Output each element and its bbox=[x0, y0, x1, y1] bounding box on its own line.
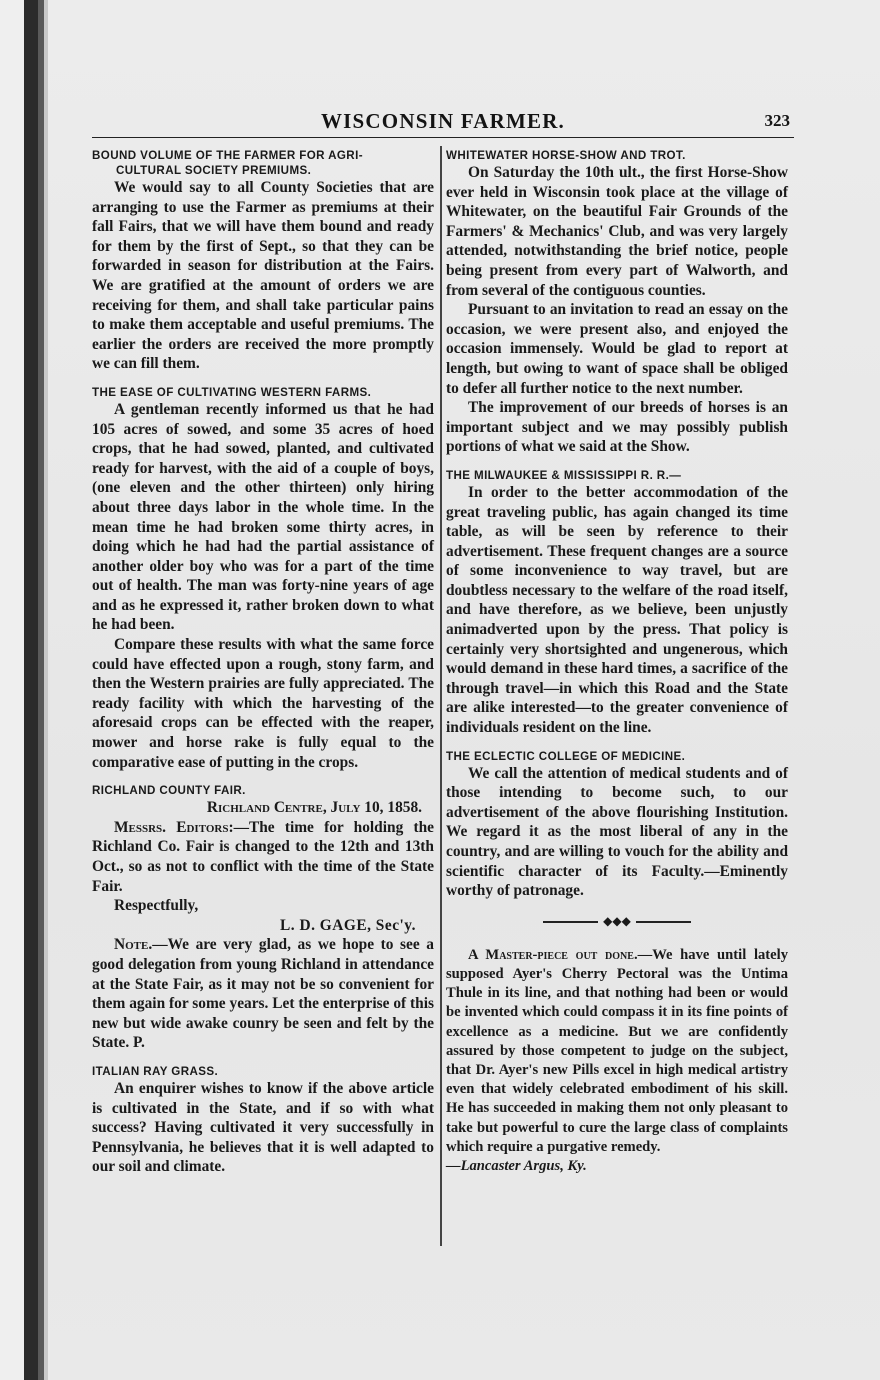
book-binding bbox=[0, 0, 48, 1380]
signoff: Respectfully, bbox=[114, 897, 199, 915]
article-heading: THE MILWAUKEE & MISSISSIPPI R. R.— bbox=[446, 468, 682, 482]
article-heading: RICHLAND COUNTY FAIR. bbox=[92, 784, 246, 798]
letter-paragraph bbox=[92, 818, 434, 896]
article-paragraph: A gentleman recently informed us that he had 105 acres of sowed, and some 35 acres of hoed crops, that he had sowed, planted, and cultivated ready for harvest, with the aid of a couple of boys, (one eleven and the other thirteen) only hiring about three days labor in the whole time. In the mean time he had broken some thirty acres, in doing which he had had the partial assistance of another older boy who was for a part of the time out of health. The man was forty-nine years of age and as he expressed it, rather broken down to what he had been. bbox=[92, 400, 434, 634]
article-paragraph: The improvement of our breeds of horses is an important subject and we may possibly publish portions of what we said at the Show. bbox=[446, 399, 788, 456]
article-paragraph: Compare these results with what the same force could have effected upon a rough, stony farm, and then the Western prairies are fully appreciated. The ready facility with which the harvesting of the aforesaid crops can be effected with the reaper, mower and horse rake is fully equal to the comparative ease of putting in the crops. bbox=[92, 636, 434, 771]
right-column bbox=[446, 148, 788, 1187]
ornament-line-left bbox=[543, 921, 598, 923]
article-horse-show bbox=[446, 148, 788, 457]
note-body: —We are very glad, as we hope to see a good delegation from young Richland in attendance at the State Fair, as it may not be so convenient for them again for some years. Let the enterprise of this new but wide awake counry be seen and felt by the State. P. bbox=[92, 936, 434, 1052]
article-railroad bbox=[446, 468, 788, 738]
article-italian-grass bbox=[92, 1064, 434, 1177]
ornament-line-right bbox=[636, 921, 691, 923]
article-eclectic-college bbox=[446, 749, 788, 901]
article-richland-fair bbox=[92, 783, 434, 1053]
salutation: Messrs. Editors: bbox=[114, 818, 234, 836]
dateline: Richland Centre, July 10, 1858. bbox=[206, 799, 422, 817]
page-number: 323 bbox=[764, 111, 790, 130]
article-paragraph: On Saturday the 10th ult., the first Horse-Show ever held in Wisconsin took place at the village of Whitewater, on the beautiful Fair Grounds of the Farmers' & Mechanics' Club, and was very largely attended, notwithstanding the brief notice, people being present from every part of Walworth, and from several of the contiguous counties. bbox=[446, 164, 788, 299]
editor-note bbox=[92, 935, 434, 1053]
article-heading: WHITEWATER HORSE-SHOW AND TROT. bbox=[446, 149, 686, 162]
article-heading: BOUND VOLUME OF THE FARMER FOR AGRI- bbox=[92, 149, 363, 162]
note-label: Note. bbox=[114, 936, 153, 954]
article-heading-continued: CULTURAL SOCIETY PREMIUMS. bbox=[116, 164, 312, 177]
article-bound-volume bbox=[92, 148, 434, 374]
letter-body: —The time for holding the Richland Co. Fair is changed to the 12th and 13th Oct., so as not to conflict with the time of the State Fair. bbox=[92, 818, 434, 895]
section-ornament bbox=[446, 912, 788, 932]
article-paragraph: We would say to all County Societies that are arranging to use the Farmer as premiums at their fall Fairs, that we will have them bound and ready for them by the first of Sept., so that they can be forwarded in season for distribution at the Fairs. We are gratified at the amount of orders we are receiving for them, and shall take particular pains to make them acceptable and useful premiums. The earlier the orders are received the more promptly we can fill them. bbox=[92, 179, 434, 373]
signature: L. D. GAGE, Sec'y. bbox=[280, 916, 416, 934]
article-heading: ITALIAN RAY GRASS. bbox=[92, 1064, 219, 1078]
article-paragraph: In order to the better accommodation of the great traveling public, has again changed its time table, as will be seen by reference to their advertisement. These frequent changes are a source of some inconvenience to way travel, but are doubtless necessary to the welfare of the road itself, and have therefore, as we believe, been unjustly animadverted upon by the press. That policy is certainly very shortsighted and ungenerous, which would demand in these hard times, a sacrifice of the through travel—in which this Road and the State are alike interested—to the greater convenience of individuals resident on the line. bbox=[446, 483, 788, 737]
running-title: WISCONSIN FARMER. bbox=[320, 109, 566, 133]
source-credit: —Lancaster Argus, Ky. bbox=[446, 1158, 587, 1175]
article-body: —We have until lately supposed Ayer's Cherry Pectoral was the Untima Thule in its line, and that nothing had been or would be invented which could compass it in its fine points of excellence as a medicine. But we are confidently assured by those competent to judge on the subject, that Dr. Ayer's new Pills excel in high medical artistry even that widely celebrated embodiment of his skill. He has succeeded in making them not only pleasant to take but powerful to cure the large class of complaints which require a purgative remedy. bbox=[446, 946, 788, 1155]
left-column bbox=[92, 148, 434, 1188]
lead-in: A Master-piece out done. bbox=[468, 946, 638, 963]
column-rule bbox=[440, 146, 442, 1246]
article-paragraph: Pursuant to an invitation to read an essay on the occasion, we were present also, and enjoyed the occasion immensely. Would be glad to report at length, but owing to want of space shall be obliged to defer all further notice to the next number. bbox=[446, 301, 788, 397]
running-header bbox=[92, 105, 794, 138]
article-heading: THE EASE OF CULTIVATING WESTERN FARMS. bbox=[92, 385, 372, 399]
article-paragraph: An enquirer wishes to know if the above article is cultivated in the State, and if so with what success? Having cultivated it very successfully in Pennsylvania, he believes that it is well adapted to our soil and climate. bbox=[92, 1079, 434, 1176]
article-heading: THE ECLECTIC COLLEGE OF MEDICINE. bbox=[446, 749, 686, 763]
article-paragraph: We call the attention of medical students and of those intending to become such, to our advertisement of the above flourishing Institution. We regard it as the most liberal of any in the country, and are willing to vouch for the ability and scientific character of its Faculty.—Eminently worthy of patronage. bbox=[446, 764, 788, 900]
article-western-farms bbox=[92, 385, 434, 772]
ornament-diamonds: ◆◆◆ bbox=[603, 914, 631, 929]
article-master-piece bbox=[446, 946, 788, 1176]
article-paragraph bbox=[446, 946, 788, 1157]
